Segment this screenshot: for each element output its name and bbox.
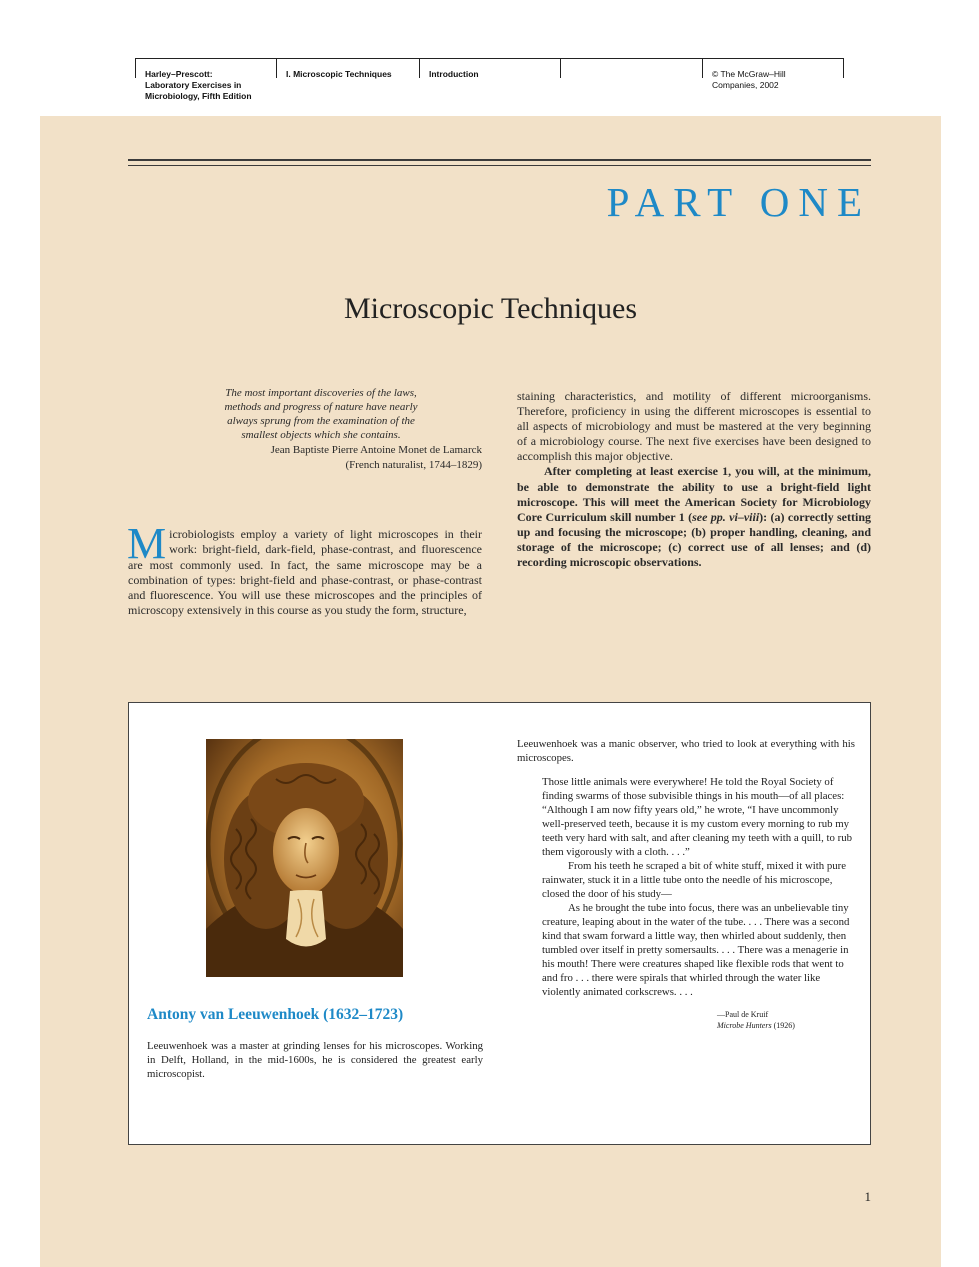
epigraph-quote-line: always sprung from the examination of the <box>227 415 415 427</box>
header-copyright-line: Companies, 2002 <box>712 80 779 90</box>
portrait-engraving <box>206 739 403 977</box>
header-part-cell <box>286 58 421 116</box>
header-copyright-cell <box>712 58 842 116</box>
book-page <box>40 116 941 1267</box>
header-divider <box>419 58 420 78</box>
part-title: PART ONE <box>606 179 871 225</box>
excerpt-quote <box>542 775 852 1031</box>
header-divider <box>843 58 844 78</box>
epigraph-quote-line: The most important discoveries of the laws, <box>225 387 417 399</box>
objective-text: After completing at least exercise 1, you will, at the minimum, be able to demonstrate the ability to use a bright-field light microscope. This will meet the American Society for Microbiology Core Curriculum skill number 1 ( <box>517 464 871 524</box>
epigraph-quote-line: methods and progress of nature have nearly <box>224 401 418 413</box>
quote-paragraph: As he brought the tube into focus, there was an unbelievable tiny creature, leaping about in the water of the tube. . . . There was a second kind that swam forward a little way, then whirled about suddenly, then tumbled over itself in pretty somersaults. . . . There was a menagerie in his mouth! There were creatures shaped like flexible rods that went to and fro . . . there were spirals that whirled through the water like violently animated corkscrews. . . . <box>542 902 850 998</box>
header-book-cell <box>145 58 275 116</box>
feature-box <box>128 702 871 1145</box>
header-divider <box>276 58 277 78</box>
section-title: Microscopic Techniques <box>343 292 638 325</box>
citation-year: (1926) <box>771 1021 795 1030</box>
leeuwenhoek-portrait-icon <box>206 739 403 977</box>
objective-text: ): (a) correctly setting up and focusing the microscope; (b) proper handling, cleaning, and storage of the microscope; (c) correct use of all lenses; and (d) recording microscopic observations. <box>517 509 871 570</box>
intro-left-text: icrobiologists employ a variety of light microscopes in their work: bright-field, dark-field, phase-contrast, and fluorescence are most commonly used. In fact, the same microscope may be a combination of types: bright-field and phase-contrast, or phase-contrast and fluorescence. You will use these microscopes and the principles of microscopy extensively in this course as you study the form, structure, <box>128 527 482 618</box>
page-number: 1 <box>864 1189 871 1204</box>
header-part: I. Microscopic Techniques <box>286 69 392 79</box>
intro-right-column <box>517 389 871 570</box>
intro-left-column <box>127 519 482 619</box>
epigraph-author: Jean Baptiste Pierre Antoine Monet de Lamarck <box>270 444 482 456</box>
excerpt-citation <box>717 1009 852 1031</box>
header-book-line: Microbiology, Fifth Edition <box>145 91 252 101</box>
citation-book: Microbe Hunters <box>717 1021 772 1030</box>
excerpt-intro: Leeuwenhoek was a manic observer, who tried to look at everything with his microscopes. <box>517 738 855 764</box>
citation-author: —Paul de Kruif <box>717 1010 769 1019</box>
header-divider <box>560 58 561 78</box>
quote-paragraph: Those little animals were everywhere! He told the Royal Society of finding swarms of those subvisible things in his mouth—of all places: “Although I am now fifty years old,” he wrote, “I have uncommonly well-preserved teeth, because it is my custom every morning to rub my teeth very hard with salt, and after cleaning my teeth with a quill, to rub them vigorously with a cloth. . . .” <box>542 776 853 858</box>
objective-reference: see pp. vi–viii <box>692 509 760 524</box>
header-divider <box>135 58 136 78</box>
learning-objective <box>517 464 871 570</box>
header-copyright-line: © The McGraw–Hill <box>712 69 786 79</box>
header-section-cell <box>429 58 559 116</box>
header-book-line: Laboratory Exercises in <box>145 80 242 90</box>
drop-cap: M <box>127 519 167 568</box>
quote-paragraph: From his teeth he scraped a bit of white stuff, mixed it with pure rainwater, stuck it in a little tube onto the needle of his microscope, closed the door of his study— <box>542 860 847 900</box>
running-header <box>135 58 844 116</box>
header-book-line: Harley–Prescott: <box>145 69 213 79</box>
title-rule <box>128 159 871 161</box>
title-rule <box>128 165 871 166</box>
epigraph <box>160 386 482 472</box>
epigraph-quote-line: smallest objects which she contains. <box>241 429 401 441</box>
header-section: Introduction <box>429 69 479 79</box>
bio-title: Antony van Leeuwenhoek (1632–1723) <box>147 1006 404 1023</box>
intro-right-text: staining characteristics, and motility of different microorganisms. Therefore, proficiency in using the different microscopes is essential to all aspects of microbiology and must be mastered at the very beginning of a microbiology course. The next five exercises have been designed to accomplish this major objective. <box>517 389 871 464</box>
header-divider <box>702 58 703 78</box>
bio-text: Leeuwenhoek was a master at grinding lenses for his microscopes. Working in Delft, Holland, in the mid-1600s, he is considered the greatest early microscopist. <box>147 1040 483 1080</box>
feature-excerpt <box>517 737 855 1031</box>
epigraph-author-note: (French naturalist, 1744–1829) <box>345 459 482 471</box>
